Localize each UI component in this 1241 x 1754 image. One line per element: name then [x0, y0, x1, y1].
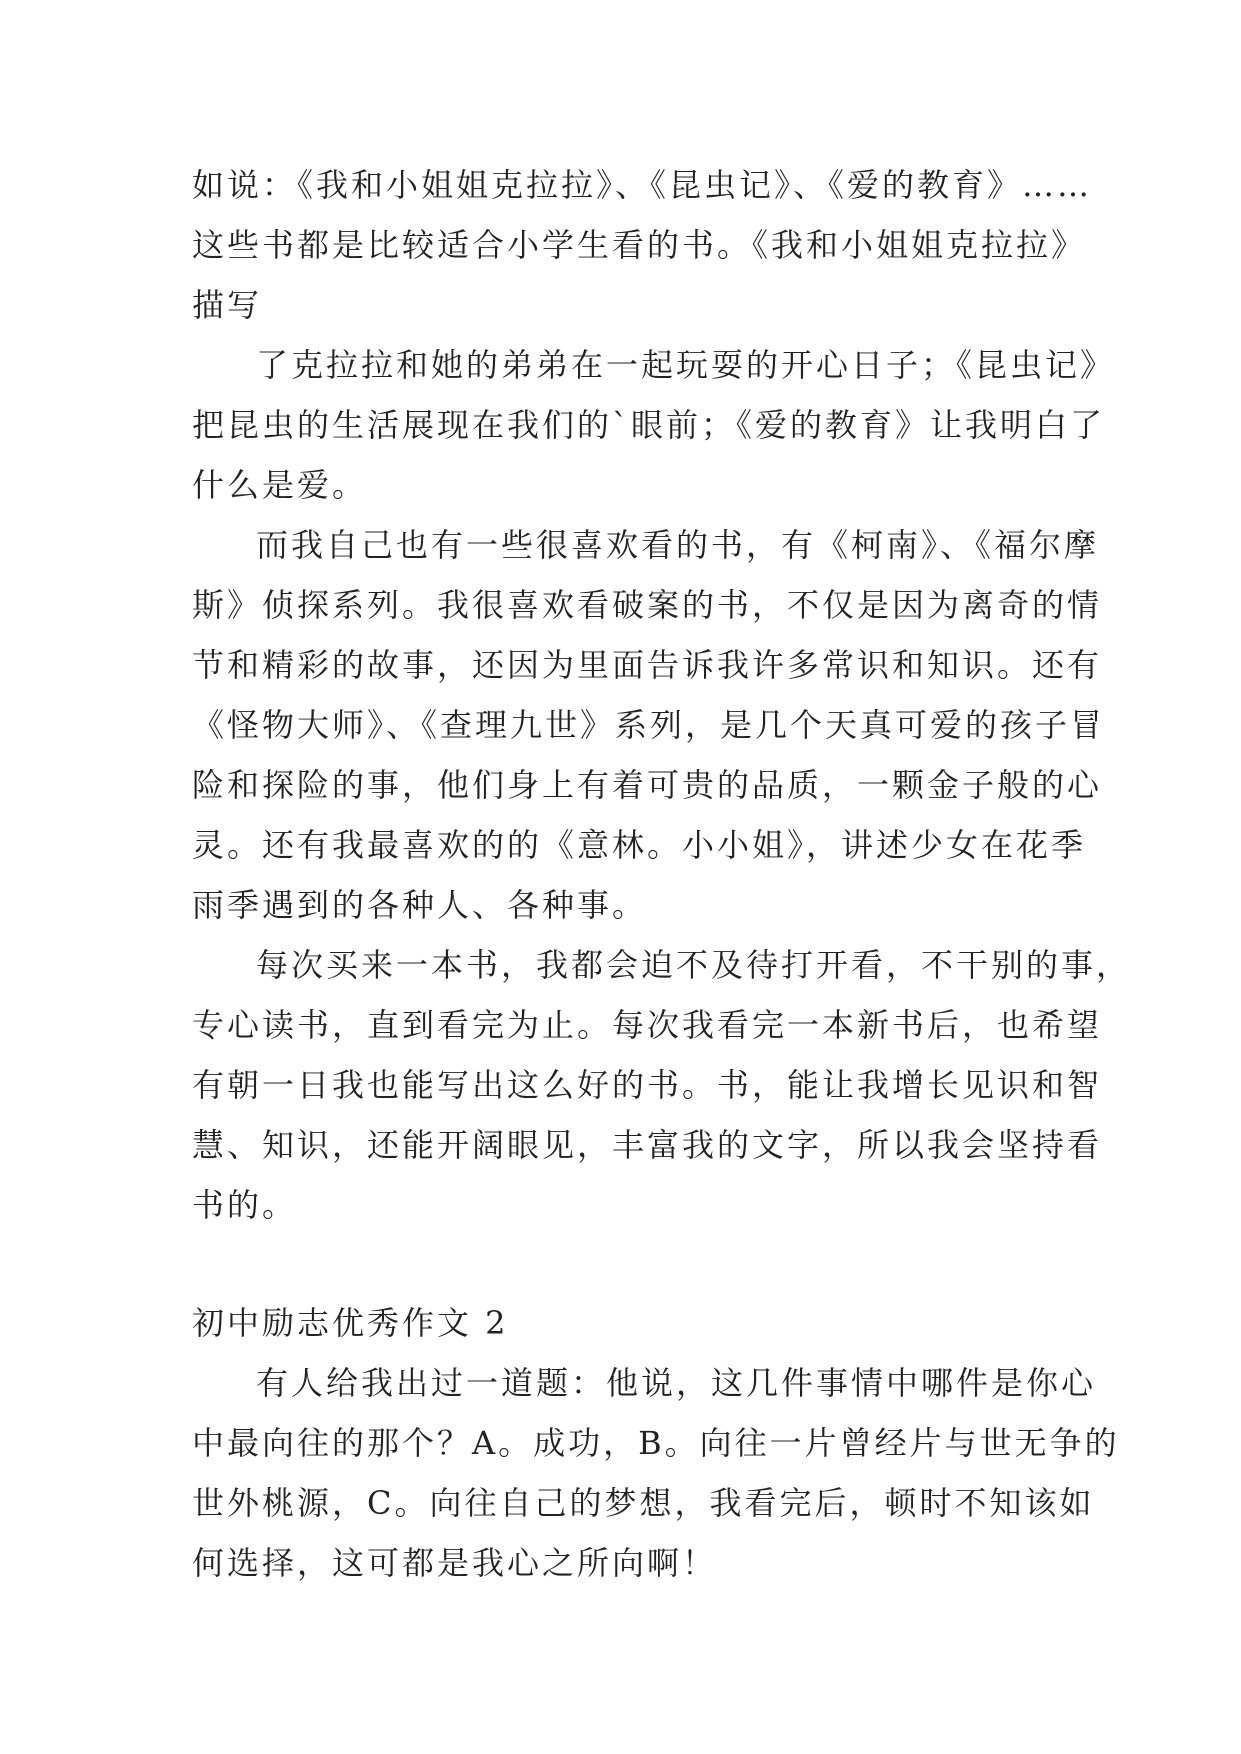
text-line: 险和探险的事，他们身上有着可贵的品质，一颗金子般的心: [192, 766, 1103, 804]
text-line: 世外桃源，C。向往自己的梦想，我看完后，顿时不知该如: [192, 1484, 1095, 1522]
paragraph-3: [192, 515, 1106, 935]
text-line: 把昆虫的生活展现在我们的`眼前；《爱的教育》让我明白了: [192, 406, 1106, 444]
paragraph-4: [192, 935, 1132, 1235]
text-line: 有朝一日我也能写出这么好的书。书，能让我增长见识和智: [192, 1066, 1103, 1104]
text-line: 有人给我出过一道题：他说，这几件事情中哪件是你心: [256, 1364, 1097, 1402]
text-line: 灵。还有我最喜欢的的《意林。小小姐》，讲述少女在花季: [192, 826, 1087, 864]
text-line: 书的。: [192, 1186, 298, 1224]
text-line: 慧、知识，还能开阔眼见，丰富我的文字，所以我会坚持看: [192, 1126, 1103, 1164]
text-line: 了克拉拉和她的弟弟在一起玩耍的开心日子；《昆虫记》: [256, 346, 1116, 384]
text-line: 而我自己也有一些很喜欢看的书，有《柯南》、《福尔摩: [256, 526, 1100, 564]
text-line: 如说：《我和小姐姐克拉拉》、《昆虫记》、《爱的教育》……: [192, 166, 1093, 204]
text-line: 专心读书，直到看完为止。每次我看完一本新书后，也希望: [192, 1006, 1103, 1044]
document-page: [192, 155, 1132, 1593]
text-line: 斯》侦探系列。我很喜欢看破案的书，不仅是因为离奇的情: [192, 586, 1103, 624]
section-title: 初中励志优秀作文 2: [192, 1304, 509, 1342]
text-line: 中最向往的那个？A。成功，B。向往一片曾经片与世无争的: [192, 1424, 1120, 1462]
text-line: 何选择，这可都是我心之所向啊！: [192, 1544, 718, 1582]
text-line: 描写: [192, 286, 263, 324]
section-spacer: [192, 1235, 1062, 1293]
text-line: 《怪物大师》、《查理九世》系列，是几个天真可爱的孩子冒: [192, 706, 1106, 744]
paragraph-2: [192, 335, 1116, 515]
text-line: 什么是爱。: [192, 466, 368, 504]
paragraph-1: [192, 155, 1093, 335]
text-line: 雨季遇到的各种人、各种事。: [192, 886, 648, 924]
text-line: 每次买来一本书，我都会迫不及待打开看，不干别的事，: [256, 946, 1132, 984]
text-line: 节和精彩的故事，还因为里面告诉我许多常识和知识。还有: [192, 646, 1103, 684]
text-line: 这些书都是比较适合小学生看的书。《我和小姐姐克拉拉》: [192, 226, 1087, 264]
paragraph-5: [192, 1353, 1120, 1593]
